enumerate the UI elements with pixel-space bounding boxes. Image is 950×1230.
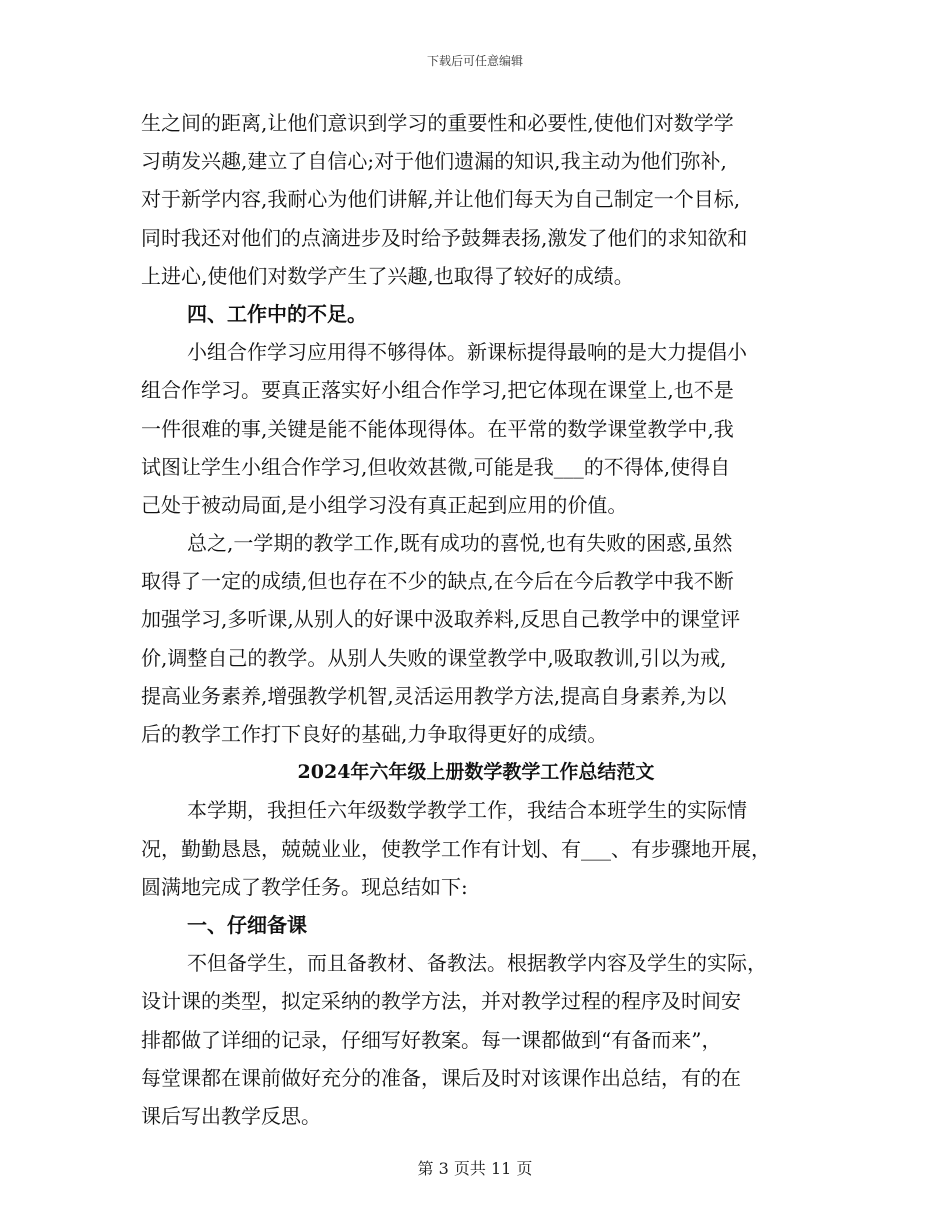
document-body <box>141 104 811 1135</box>
paragraph-line: 本学期，我担任六年级数学教学工作，我结合本班学生的实际情 <box>187 798 747 823</box>
section-heading: 四、工作中的不足。 <box>187 301 367 326</box>
paragraph-line: 试图让学生小组合作学习,但收效甚微,可能是我___的不得体,使得自 <box>141 454 731 479</box>
document-title: 2024年六年级上册数学教学工作总结范文 <box>297 761 655 784</box>
paragraph-line: 设计课的类型，拟定采纳的教学方法，并对教学过程的程序及时间安 <box>141 989 741 1014</box>
paragraph-line: 后的教学工作打下良好的基础,力争取得更好的成绩。 <box>141 722 608 746</box>
paragraph-line: 总之,一学期的教学工作,既有成功的喜悦,也有失败的困惑,虽然 <box>187 531 733 556</box>
paragraph-line: 组合作学习。要真正落实好小组合作学习,把它体现在课堂上,也不是 <box>141 378 734 403</box>
paragraph-line: 小组合作学习应用得不够得体。新课标提得最响的是大力提倡小 <box>187 340 747 365</box>
paragraph-line: 同时我还对他们的点滴进步及时给予鼓舞表扬,激发了他们的求知欲和 <box>141 225 748 250</box>
paragraph-line: 己处于被动局面,是小组学习没有真正起到应用的价值。 <box>141 492 628 517</box>
paragraph-line: 每堂课都在课前做好充分的准备，课后及时对该课作出总结，有的在 <box>141 1065 741 1090</box>
paragraph-line: 况，勤勤恳恳，兢兢业业，使教学工作有计划、有___、有步骤地开展， <box>141 836 771 861</box>
paragraph-line: 一件很难的事,关键是能不能体现得体。在平常的数学课堂教学中,我 <box>141 416 734 441</box>
page-number: 第 3 页共 11 页 <box>417 1159 533 1178</box>
paragraph-line: 课后写出教学反思。 <box>141 1103 321 1128</box>
page-header: 下载后可任意编辑 <box>426 54 523 68</box>
paragraph-line: 取得了一定的成绩,但也存在不少的缺点,在今后在今后教学中我不断 <box>141 569 734 594</box>
paragraph-line: 上进心,使他们对数学产生了兴趣,也取得了较好的成绩。 <box>141 263 634 288</box>
section-heading: 一、仔细备课 <box>187 912 307 937</box>
paragraph-line: 排都做了详细的记录，仔细写好教案。每一课都做到“有备而来”， <box>141 1027 722 1052</box>
paragraph-line: 习萌发兴趣,建立了自信心;对于他们遗漏的知识,我主动为他们弥补, <box>141 149 727 174</box>
paragraph-line: 加强学习,多听课,从别人的好课中汲取养料,反思自己教学中的课堂评 <box>141 607 741 632</box>
paragraph-line: 价,调整自己的教学。从别人失败的课堂教学中,吸取教训,引以为戒, <box>141 645 727 670</box>
paragraph-line: 圆满地完成了教学任务。现总结如下: <box>141 874 468 899</box>
paragraph-line: 提高业务素养,增强教学机智,灵活运用教学方法,提高自身素养,为以 <box>141 683 727 708</box>
paragraph-line: 对于新学内容,我耐心为他们讲解,并让他们每天为自己制定一个目标, <box>141 187 741 212</box>
paragraph-line: 不但备学生，而且备教材、备教法。根据教学内容及学生的实际， <box>187 951 767 976</box>
paragraph-line: 生之间的距离,让他们意识到学习的重要性和必要性,使他们对数学学 <box>141 111 734 135</box>
